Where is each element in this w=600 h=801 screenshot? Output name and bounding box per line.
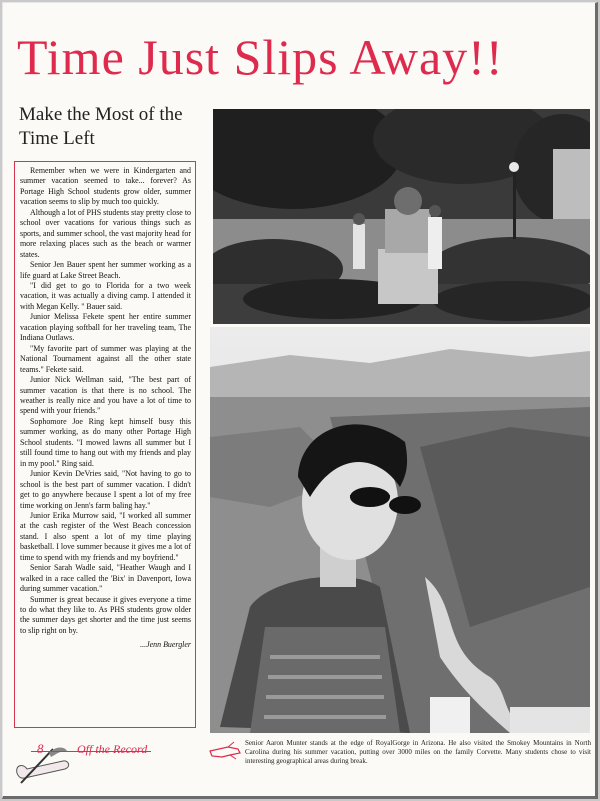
plaza-photo — [213, 109, 590, 324]
story-paragraph: Senior Sarah Wadle said, "Heather Waugh and I walked in a race called the 'Bix' in Davenport, Iowa during summer vacation." — [20, 563, 191, 594]
story-paragraph: Senior Jen Bauer spent her summer working as a life guard at Lake Street Beach. — [20, 260, 191, 280]
section-title: Off the Record — [77, 742, 148, 756]
yearbook-page — [2, 2, 598, 799]
story-box — [14, 161, 196, 728]
story-paragraph: Sophomore Joe Ring kept himself busy this summer working, as do many other Portage High School students. "I mowed lawns all summer but I still found time to hang out with my friends and play in my pool." Ring said. — [20, 416, 191, 468]
photo-caption: Senior Aaron Munter stands at the edge of RoyalGorge in Arizona. He also visited the Smokey Mountains in North Carolina during his summer vacation, putting over 3000 miles on the family Corvette. Many students chose to visit interesting geographical areas during break. — [245, 739, 591, 765]
story-paragraph: Junior Erika Murrow said, "I worked all summer at the cash register of the West Beach concession stand. I also spent a lot of my time playing basketball. I love summer because it gives me a lot of time to spend with my friends and my boyfriend." — [20, 510, 191, 562]
story-byline: ...Jenn Buergler — [140, 640, 191, 650]
story-paragraph: Junior Nick Wellman said, "The best part of summer vacation is that there is no school. The weather is really nice and you have a lot of time to spend with your friends." — [20, 375, 191, 416]
story-paragraph: "My favorite part of summer was playing at the National Tournament against all the other state teams." Fekete said. — [20, 343, 191, 374]
story-paragraph: Junior Melissa Fekete spent her entire summer vacation playing softball for her traveling team, The Indiana Outlaws. — [20, 312, 191, 343]
story-paragraph: "I did get to go to Florida for a two week vacation, it was actually a diving camp. I attended it with Megan Kelly. " Bauer said. — [20, 280, 191, 311]
page-headline: Time Just Slips Away!! — [17, 29, 504, 85]
pointing-hand-icon — [208, 739, 242, 761]
story-paragraph: Remember when we were in Kindergarten and summer vacation seemed to take... forever? As Portage High School students grow older, summer vacation seems to slip by much too quickly. — [20, 166, 191, 207]
gorge-photo — [210, 327, 590, 733]
story-paragraph: Although a lot of PHS students stay pretty close to school over vacations for various things such as sports, and summer school, the vast majority head for more relaxing places such as the beach or warmer states. — [20, 207, 191, 259]
story-paragraph: Summer is great because it gives everyone a time to do what they like to. As PHS students grow older the summer days get shorter and the time just seems to slip right on by. — [20, 594, 191, 635]
page-number: 8 — [37, 741, 44, 756]
story-subhead: Make the Most of the Time Left — [19, 104, 183, 149]
story-paragraph: Junior Kevin DeVries said, "Not having to go to school is the best part of summer vacation. I didn't get to go anywhere because I spent a lot of my free time working on Jenn's farm baling hay." — [20, 469, 191, 510]
